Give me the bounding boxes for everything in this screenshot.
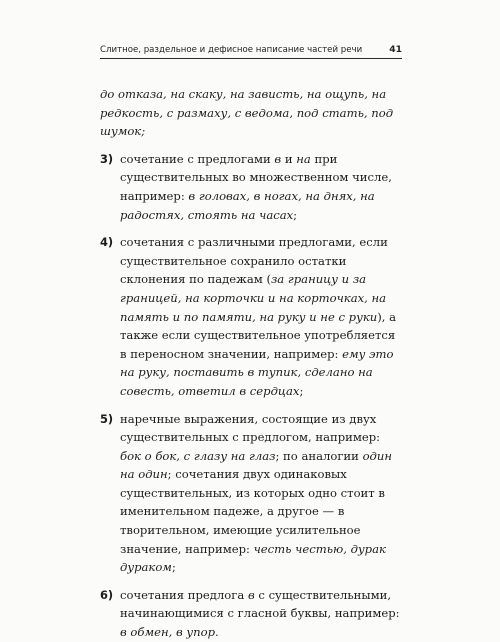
continuation-paragraph: до отказа, на скаку, на зависть, на ощупь, на редкость, с размаху, с ведома, под стать, под шумок; <box>100 87 394 139</box>
list-item-6 <box>100 586 402 642</box>
punctuation: . <box>215 625 219 640</box>
page-number: 41 <box>389 44 402 55</box>
text: сочетания с различными предлогами, если существительное сохранило остатки склонения по падежам ( <box>120 235 388 287</box>
text: ; сочетания двух одинаковых существительных, из которых одно стоит в именительном падеже, а другое — в творительном, имеющие усилительное значение, например: <box>120 467 385 556</box>
text: с существительными, начинающимися с гласной буквы, например: <box>120 587 400 621</box>
examples: честь честью, дурак дураком <box>120 541 386 575</box>
item-text <box>120 150 402 224</box>
item-number: 3) <box>100 151 114 166</box>
item-number: 4) <box>100 235 114 250</box>
text: при существительных во множественном числе, например: <box>120 151 392 203</box>
book-page <box>100 44 402 642</box>
item-text <box>120 233 402 400</box>
punctuation: ; <box>171 560 176 575</box>
emphasis: в <box>274 151 282 166</box>
list-item-5 <box>100 410 402 577</box>
examples: в обмен, в упор <box>120 625 215 640</box>
running-header <box>100 44 402 59</box>
examples: за границу и за границей, на корточки и на корточках, на память и по памяти, на руку и не с руки <box>120 272 387 324</box>
examples: бок о бок, с глазу на глаз <box>120 448 276 463</box>
text: сочетание с предлогами <box>120 151 275 166</box>
text: и <box>281 151 297 166</box>
list-item-3 <box>100 150 402 224</box>
item-number: 5) <box>100 411 114 426</box>
body-text <box>100 85 402 642</box>
examples: один на один <box>120 448 393 482</box>
item-number: 6) <box>100 587 114 602</box>
emphasis: на <box>296 151 311 166</box>
emphasis: в <box>247 587 255 602</box>
text: ; по аналогии <box>275 448 363 463</box>
examples: ему это на руку, поставить в тупик, сделано на совесть, ответил в сердцах <box>120 346 394 398</box>
punctuation: ; <box>293 207 298 222</box>
text: наречные выражения, состоящие из двух существительных с предлогом, например: <box>120 411 381 445</box>
item-text <box>120 586 402 642</box>
list-item-4 <box>100 233 402 400</box>
running-title: Слитное, раздельное и дефисное написание частей речи <box>100 45 363 55</box>
punctuation: ; <box>299 383 304 398</box>
examples: в головах, в ногах, на днях, на радостях, стоять на часах <box>120 188 375 222</box>
text: ), а также если существительное употребляется в переносном значении, например: <box>120 309 397 361</box>
item-text <box>120 410 402 577</box>
text: сочетания предлога <box>120 587 248 602</box>
